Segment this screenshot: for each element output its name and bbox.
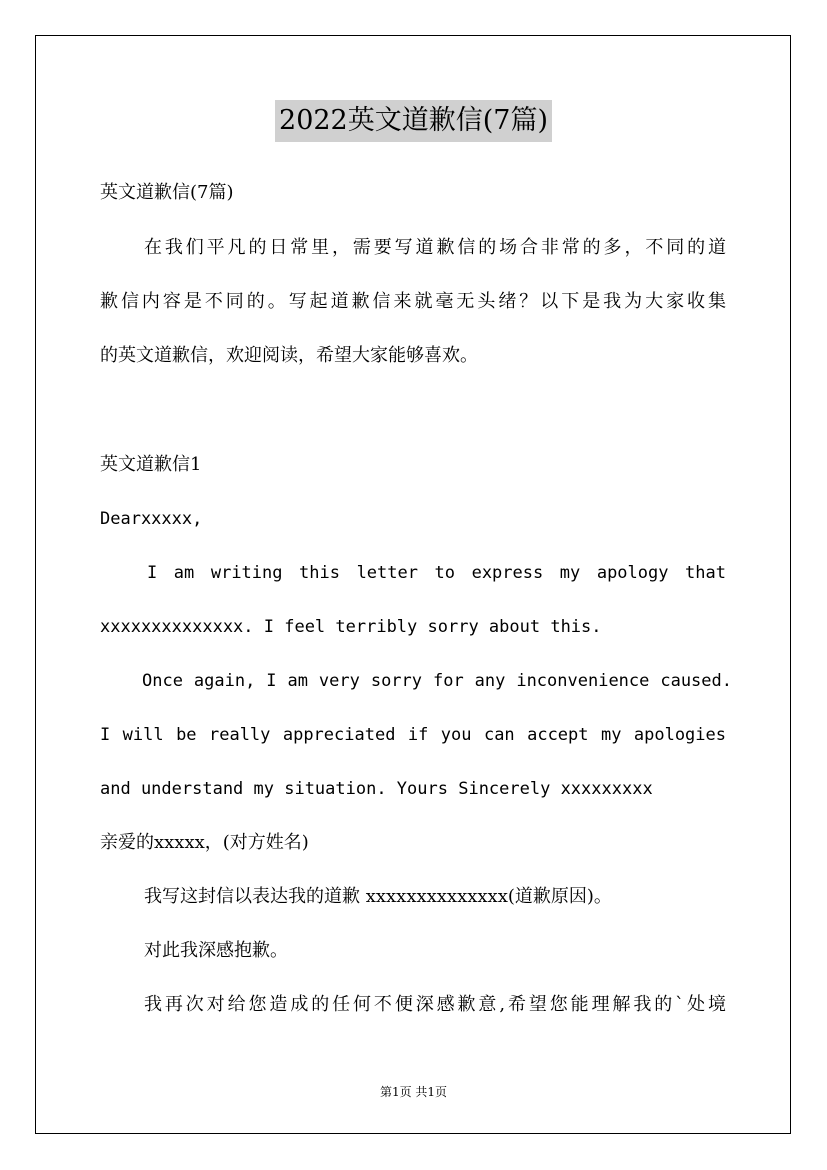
letter1-body-line-3: Once again, I am very sorry for any inconvenience caused. (142, 671, 732, 691)
letter1-body-line-5: and understand my situation. Yours Sincerely xxxxxxxxx (100, 779, 653, 799)
letter1-body-line-4: I will be really appreciated if you can accept my apologies (100, 725, 726, 745)
translation-line-3: 我再次对给您造成的任何不便深感歉意,希望您能理解我的`处境 (144, 994, 726, 1015)
intro-line-2: 歉信内容是不同的。写起道歉信来就毫无头绪？以下是我为大家收集 (100, 291, 726, 312)
translation-line-1: 我写这封信以表达我的道歉 xxxxxxxxxxxxxx(道歉原因)。 (144, 886, 612, 907)
translation-salutation: 亲爱的xxxxx，(对方姓名) (100, 832, 309, 853)
translation-line-2: 对此我深感抱歉。 (144, 940, 288, 961)
title-container (0, 100, 827, 142)
letter1-body-line-1: I am writing this letter to express my apology that (147, 563, 726, 583)
intro-line-1: 在我们平凡的日常里，需要写道歉信的场合非常的多，不同的道 (144, 237, 726, 258)
section-heading: 英文道歉信(7篇) (100, 182, 234, 203)
letter1-salutation: Dearxxxxx, (100, 509, 203, 529)
intro-line-3: 的英文道歉信，欢迎阅读，希望大家能够喜欢。 (100, 345, 478, 366)
document-title: 2022英文道歉信(7篇) (275, 100, 552, 142)
letter1-heading: 英文道歉信1 (100, 454, 202, 475)
page-number-footer: 第1页 共1页 (379, 1085, 448, 1099)
letter1-body-line-2: xxxxxxxxxxxxxx. I feel terribly sorry about this. (100, 617, 602, 637)
